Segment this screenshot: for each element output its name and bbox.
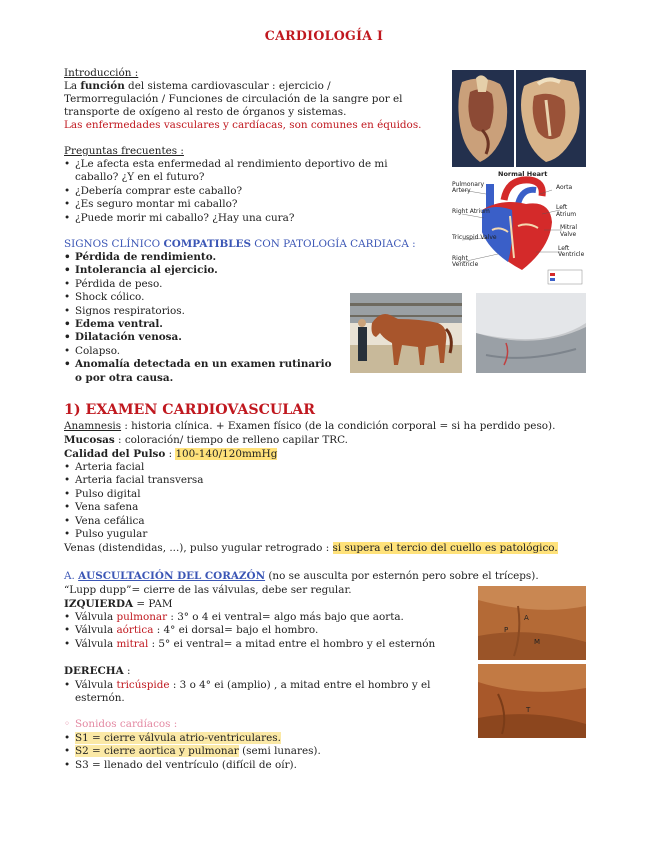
signs-heading bbox=[64, 238, 416, 251]
heart-specimen-right-drawing bbox=[516, 70, 586, 167]
sign-item: • Intolerancia al ejercicio. bbox=[64, 264, 332, 277]
ausc-heading-bold: AUSCULTACIÓN DEL CORAZÓN bbox=[78, 570, 266, 582]
faq-item: • ¿Debería comprar este caballo? bbox=[64, 185, 388, 198]
faq-item-cont-text: caballo? ¿Y en el futuro? bbox=[75, 171, 205, 184]
heart-label: Aorta bbox=[556, 184, 573, 191]
sounds-heading-list bbox=[64, 718, 177, 731]
auscultation-right-photo bbox=[478, 664, 586, 738]
sign-item: • Anomalía detectada en un examen rutinario bbox=[64, 358, 332, 371]
right-valves-list bbox=[64, 679, 430, 706]
signs-heading-post: CON PATOLOGÍA CARDIACA : bbox=[250, 238, 416, 250]
sign-item: • Signos respiratorios. bbox=[64, 305, 332, 318]
intro-line-4: Las enfermedades vasculares y cardíacas, son comunes en équidos. bbox=[64, 119, 422, 131]
heart-label: Right Atrium bbox=[452, 208, 490, 215]
heart-label: Tricuspid Valve bbox=[452, 234, 497, 241]
faq-heading: Preguntas frecuentes : bbox=[64, 145, 184, 157]
faq-item: • ¿Es seguro montar mi caballo? bbox=[64, 198, 388, 211]
heart-label: Mitral Valve bbox=[560, 224, 578, 238]
sounds-list bbox=[64, 732, 321, 772]
page-title: CARDIOLOGÍA I bbox=[264, 28, 384, 43]
faq-item-cont bbox=[64, 171, 388, 184]
anamnesis-text: : historia clínica. + Examen físico (de la condición corporal = si ha perdido peso). bbox=[121, 420, 556, 432]
anamnesis-line bbox=[64, 420, 555, 433]
pulso-line bbox=[64, 448, 277, 461]
valve-pre: Válvula bbox=[75, 679, 117, 691]
valve-item bbox=[64, 679, 430, 692]
derecha-label: DERECHA bbox=[64, 665, 124, 677]
valve-item-cont: esternón. bbox=[75, 692, 125, 705]
izquierda-label: IZQUIERDA bbox=[64, 598, 134, 610]
sign-item: • Colapso. bbox=[64, 345, 332, 358]
auscultation-left-photo bbox=[478, 586, 586, 660]
valve-name: aórtica bbox=[116, 624, 154, 637]
pulse-item: • Arteria facial bbox=[64, 461, 203, 474]
sound-item bbox=[64, 745, 321, 758]
horse-photo-drawing bbox=[350, 293, 462, 373]
faq-item: • ¿Puede morir mi caballo? ¿Hay una cura? bbox=[64, 212, 388, 225]
valve-post: : 4° ei dorsal= bajo el hombro. bbox=[153, 624, 319, 637]
izquierda-line bbox=[64, 598, 173, 611]
pulse-item: • Pulso digital bbox=[64, 488, 203, 501]
venas-highlight: si supera el tercio del cuello es patológico. bbox=[332, 542, 558, 554]
valve-name: tricúspide bbox=[116, 679, 170, 691]
valve-pre: Válvula bbox=[75, 624, 117, 637]
heart-label: Right Ventricle bbox=[452, 255, 479, 268]
pulse-item: • Arteria facial transversa bbox=[64, 474, 203, 487]
faq-list bbox=[64, 158, 388, 225]
heart-label: Left Atrium bbox=[556, 204, 577, 218]
signs-heading-pre: SIGNOS CLÍNICO bbox=[64, 238, 164, 250]
ausc-heading bbox=[64, 570, 539, 583]
derecha-line bbox=[64, 665, 130, 678]
ausc-heading-pre: A. bbox=[64, 570, 79, 582]
pulso-sep: : bbox=[165, 448, 176, 460]
sound-s2: S2 = cierre aortica y pulmonar bbox=[75, 745, 239, 758]
sounds-heading: ◦ Sonidos cardíacos : bbox=[64, 718, 177, 731]
venas-text: Venas (distendidas, ...), pulso yugular retrogrado : bbox=[64, 542, 333, 554]
sign-item: • Pérdida de rendimiento. bbox=[64, 251, 332, 264]
left-valves-list bbox=[64, 611, 435, 651]
normal-heart-diagram bbox=[452, 170, 586, 288]
intro-line-3: transporte de oxígeno al resto de órganos y sistemas. bbox=[64, 106, 347, 118]
intro-line-1-pre: La bbox=[64, 80, 81, 92]
signs-list bbox=[64, 251, 332, 385]
heart-label: Pulmonary Artery bbox=[452, 181, 484, 194]
ventral-edema-drawing bbox=[476, 293, 586, 373]
heart-label: Left Ventricle bbox=[558, 245, 585, 258]
sound-item bbox=[64, 732, 321, 745]
sign-item: • Edema ventral. bbox=[64, 318, 332, 331]
intro-line-1 bbox=[64, 80, 331, 93]
intro-line-1-post: del sistema cardiovascular : ejercicio / bbox=[124, 80, 331, 92]
valve-name: pulmonar bbox=[116, 611, 168, 623]
lupp-line: “Lupp dupp”= cierre de las válvulas, debe ser regular. bbox=[64, 584, 352, 596]
horse-photo bbox=[350, 293, 462, 373]
pulso-value: 100-140/120mmHg bbox=[175, 448, 278, 460]
sound-item: • S3 = llenado del ventrículo (difícil de oír). bbox=[64, 759, 321, 772]
ventral-edema-photo bbox=[476, 293, 586, 373]
heart-specimen-left-drawing bbox=[452, 70, 514, 167]
mucosas-line bbox=[64, 434, 348, 447]
derecha-post: : bbox=[123, 665, 131, 677]
pulse-list bbox=[64, 461, 203, 541]
mucosas-text: : coloración/ tiempo de relleno capilar TRC. bbox=[114, 434, 348, 446]
pulse-item: • Vena cefálica bbox=[64, 515, 203, 528]
sign-item: • Pérdida de peso. bbox=[64, 278, 332, 291]
valve-post: : 3 o 4° ei (amplio) , a mitad entre el hombro y el bbox=[169, 679, 431, 691]
sound-s1: S1 = cierre válvula atrio-ventriculares. bbox=[75, 732, 281, 744]
intro-function-word: función bbox=[80, 80, 125, 92]
sign-item: • Shock cólico. bbox=[64, 291, 332, 304]
valve-pre: Válvula bbox=[75, 637, 117, 650]
ausc-heading-post: (no se ausculta por esternón pero sobre el tríceps). bbox=[265, 570, 539, 582]
ausc-point-label: M bbox=[534, 638, 541, 646]
ausc-point-label: A bbox=[524, 614, 529, 622]
valve-post: : 5° ei ventral= a mitad entre el hombro y el esternón bbox=[148, 637, 436, 650]
sign-item: • Dilatación venosa. bbox=[64, 331, 332, 344]
exam-heading: 1) EXAMEN CARDIOVASCULAR bbox=[64, 402, 316, 418]
heart-diagram-title: Normal Heart bbox=[498, 170, 548, 178]
heart-specimen-left-image bbox=[452, 70, 514, 167]
intro-heading: Introducción : bbox=[64, 67, 139, 79]
auscultation-right-drawing bbox=[478, 664, 586, 738]
venas-line bbox=[64, 542, 558, 555]
valve-item bbox=[64, 611, 435, 624]
pulse-item: • Pulso yugular bbox=[64, 528, 203, 541]
valve-item bbox=[64, 638, 435, 651]
sound-s2-post: (semi lunares). bbox=[238, 745, 321, 758]
valve-item bbox=[64, 624, 435, 637]
intro-line-2: Termorregulación / Funciones de circulación de la sangre por el bbox=[64, 93, 403, 105]
signs-heading-bold: COMPATIBLES bbox=[163, 238, 251, 250]
valve-name: mitral bbox=[116, 637, 149, 650]
anamnesis-label: Anamnesis bbox=[64, 420, 122, 432]
pulse-item: • Vena safena bbox=[64, 501, 203, 514]
pulso-label: Calidad del Pulso bbox=[64, 448, 166, 460]
sign-item-cont: o por otra causa. bbox=[75, 371, 174, 384]
auscultation-left-drawing bbox=[478, 586, 586, 660]
ausc-point-label: T bbox=[526, 706, 531, 714]
izquierda-post: = PAM bbox=[133, 598, 173, 610]
heart-specimen-right-image bbox=[516, 70, 586, 167]
valve-pre: Válvula bbox=[75, 611, 117, 623]
valve-post: : 3° o 4 ei ventral= algo más bajo que aorta. bbox=[167, 611, 404, 623]
mucosas-label: Mucosas bbox=[64, 434, 115, 446]
faq-item: • ¿Le afecta esta enfermedad al rendimiento deportivo de mi bbox=[64, 158, 388, 171]
ausc-point-label: P bbox=[504, 626, 509, 634]
